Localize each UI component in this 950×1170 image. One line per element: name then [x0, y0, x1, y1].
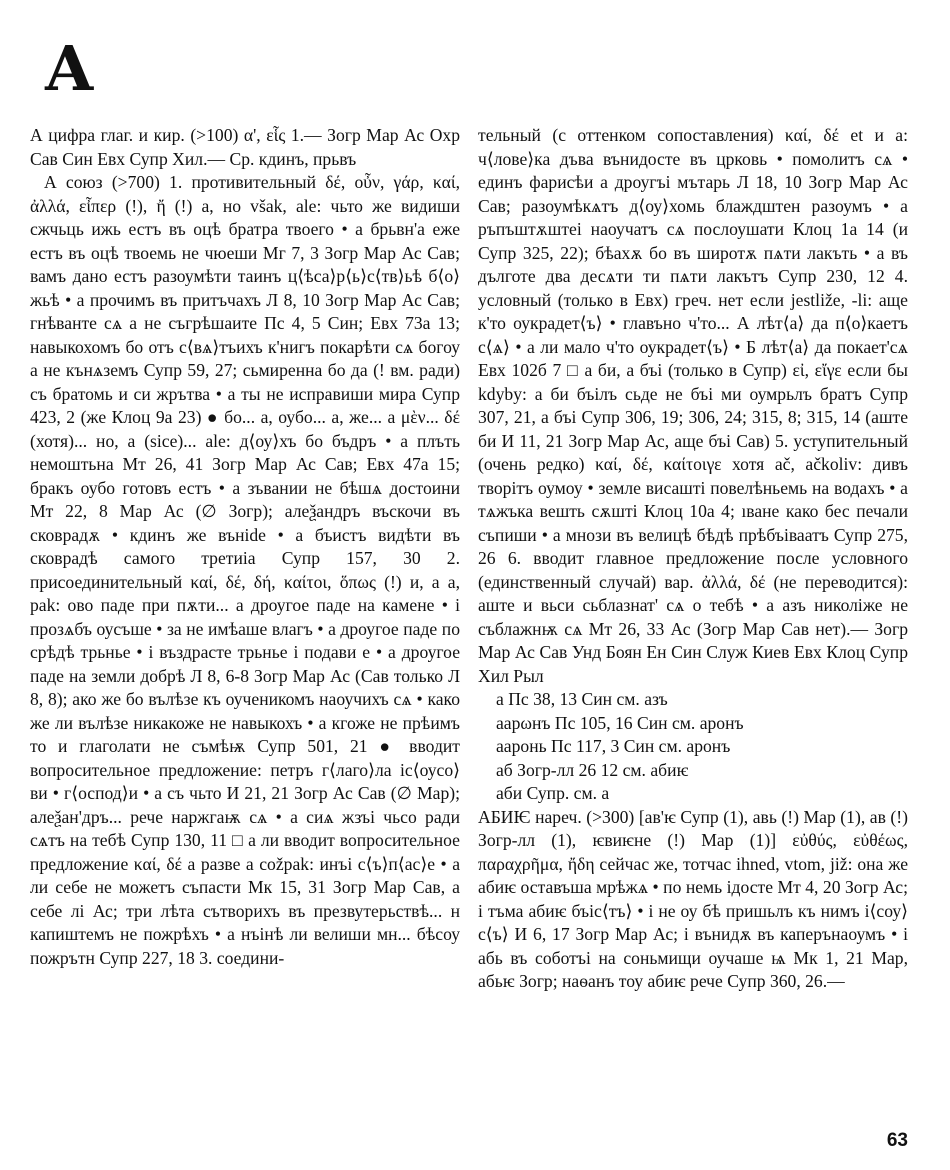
entry-a-conjunction-continued: тельный (с оттенком сопоставления) καί, δέ et и а: ч⟨лове⟩ка дъва вънидосте въ црковь • помолитъ сѧ • единъ фарисѣи а дроугъі мътарь Л 18, 10 Зогр Мар Ас Сав; разоумѣкѧтъ д⟨оу⟩хомь блаждштен разоумъ • а ръпъштѫштеі наоучатъ сѧ послоушати Клоц 1а 14 (и Супр 325, 22); бѣахѫ бо въ широтѫ пѧти лакъть • а въ дълготе два десѧти ти пѧти лакътъ Супр 230, 12 4. условный (только в Евх) греч. нет если jestliže, -li: аще к'то оукрадет⟨ъ⟩ • главъно ч'то... А лѣт⟨а⟩ да п⟨о⟩каетъ с⟨ѧ⟩ • а ли мало ч'то оукрадет⟨ъ⟩ • Б лѣт⟨а⟩ да покает'сѧ Евх 102б 7 □ а би, а бъі (только в Супр) εἰ, εἴγε если бы kdyby: а би бъілъ сьде не бъі ми оумрьлъ братъ Супр 307, 21, а бъі Супр 306, 19; 306, 24; 315, 8; 315, 14 (аште би И 11, 21 Зогр Мар Ас, аще бъі Сав) 5. уступительный (очень редко) καί, δέ, καίτοιγε хотя ač, ačkoliv: дивъ творітъ оумоу • земле висашті повелѣньемь на водахъ • а тѧжъка вешть сѫшті Клоц 10а 4; ıване како бес печали съпиши • а мнози въ велицѣ бѣдѣ прѣбъіваатъ Супр 275, 26 6. вводит главное предложение после условного (единственный случай) вар. ἀλλά, δέ (не переводится): аште и вьси сьблазнат' сѧ о тебѣ • а азъ николіже не съблажнѭ сѧ Мт 26, 33 Ас (Зогр Мар Сав нет).— Зогр Мар Ас Сав Унд Боян Ен Син Служ Киев Евх Клоц Супр Хил Рыл [478, 125, 908, 686]
cross-reference: аб Зогр-лл 26 12 см. абиѥ [496, 759, 689, 780]
page-number: 63 [886, 1130, 908, 1151]
entry-a-conjunction: А союз (>700) 1. противительный δέ, οὖν, γάρ, καί, ἀλλά, εἶπερ (!), ἤ (!) а, но však, ale: чьто же видиши сжчьць ижь естъ въ оцѣ братра твоего • а брьвн'а еже естъ въ оцѣ твоемь не чюеши Мг 7, 3 Зогр Мар Ас Сав; вамъ дано естъ разоумѣти таинъ ц⟨ѣса⟩р⟨ь⟩с⟨тв⟩ьѣ б⟨о⟩жьѣ • а прочимъ въ притъчахъ Л 8, 10 Зогр Мар Ас Сав; гнѣванте сѧ а не съгрѣшаите Пс 4, 5 Син; Евх 73а 13; навыкохомъ бо отъ с⟨вѧ⟩тъихъ к'нигъ покарѣти сѧ богоу а не кънѧземъ Супр 59, 27; сьмиренна бо да (! вм. ради) съ братомь и си жрътва • а ты не исправиши мира Супр 423, 2 (же Клоц 9а 23) ● бо... а, оубо... а, же... а μὲν... δέ (хотя)... но, а (sice)... ale: д⟨оу⟩хъ бо бъдръ • а плъть немоштьна Мт 26, 41 Зогр Мар Ас Сав; Евх 47а 15; бракъ оубо готовъ естъ • а зъвании не бѣшѧ достоини Мт 22, 8 Мар Ас (∅ Зогр); алеѯандръ въскочи въ сковрадѫ • кдинъ же вънide • а бъистъ видѣти въ сковрадѣ самого третиіа Супр 157, 30 2. присоединительный καί, δέ, δή, καίτοι, ὅπως (!) и, а а, pak: ово паде при пѫти... а дроугое паде на камене • і прозѧбъ оусъше • за не имѣаше влагъ • а дроугое паде по срѣдѣ трьнье • і въздрасте трьнье і подави е • а дроугое паде на земли добрѣ Л 8, 6-8 Зогр Мар Ас (Сав только Л 8, 8); ако же бо вълѣзе къ оученикомъ наоучихъ сѧ • како же ли вълѣзе никакоже не навыкохъ • а кгоже не прѣимъ то и глаголати не съмѣѭ Супр 501, 21 ● вводит вопросительное предложение: петръ г⟨лаго⟩ла іс⟨оусо⟩ви • г⟨оспод⟩и • а съ чьто И 21, 21 Зогр Ас Сав (∅ Мар); алеѯан'дръ... рече наржгаѭ сѧ • а сиѧ жзъі чьсо ради сѧтъ на тебѣ Супр 130, 11 □ а ли вводит вопросительное предложение καί, δέ а разве а cožpak: инъі с⟨ъ⟩п⟨ас⟩е • а ли себе не можетъ съпасти Мк 15, 31 Зогр Мар Сав, а себе лі Ас; три лѣта сътворихъ въ презвутерьствѣ... н капиштемъ не пожрѣхъ • а нъінѣ ли велиши мн... бѣсоу пожрътн Супр 227, 18 3. соедини- [30, 172, 460, 968]
cross-reference: ааронь Пс 117, 3 Син см. аронъ [496, 736, 731, 756]
entry-a-numeral: А цифра глаг. и кир. (>100) α', εἷς 1.— Зогр Мар Ас Охр Сав Син Евх Супр Хил.— Ср. кдинъ, прьвъ [30, 125, 460, 169]
left-column [30, 124, 460, 970]
cross-reference: аби Супр. см. а [496, 783, 610, 803]
headword: А [44, 32, 95, 105]
entry-abie: АБИѤ нареч. (>300) [ав'ѥ Супр (1), авь (!) Мар (1), ав (!) Зогр-лл (1), ѥвиѥне (!) Мар (1)] εὐθύς, εὐθέως, παραχρῆμα, ἤδη сейчас же, тотчас ihned, vtom, již: она же абиѥ оставъша мрѣжѧ • по немь ідосте Мт 4, 20 Зогр Ас; і тъма абиѥ бъіс⟨тъ⟩ • і не оу бѣ пришьлъ къ нимъ і⟨соу⟩с⟨ъ⟩ И 6, 17 Зогр Мар Ас; і вънидѫ въ каперънаоумъ • і абь въ соботъі на соньмищи оучаше ѩ Мк 1, 21 Мар, абьѥ Зогр; наѳанъ тоу абиѥ рече Супр 360, 26.— [478, 806, 908, 991]
cross-reference: а Пс 38, 13 Син см. азъ [496, 689, 668, 709]
right-column [478, 124, 908, 994]
cross-reference: аарωнъ Пс 105, 16 Син см. аронъ [496, 712, 744, 733]
